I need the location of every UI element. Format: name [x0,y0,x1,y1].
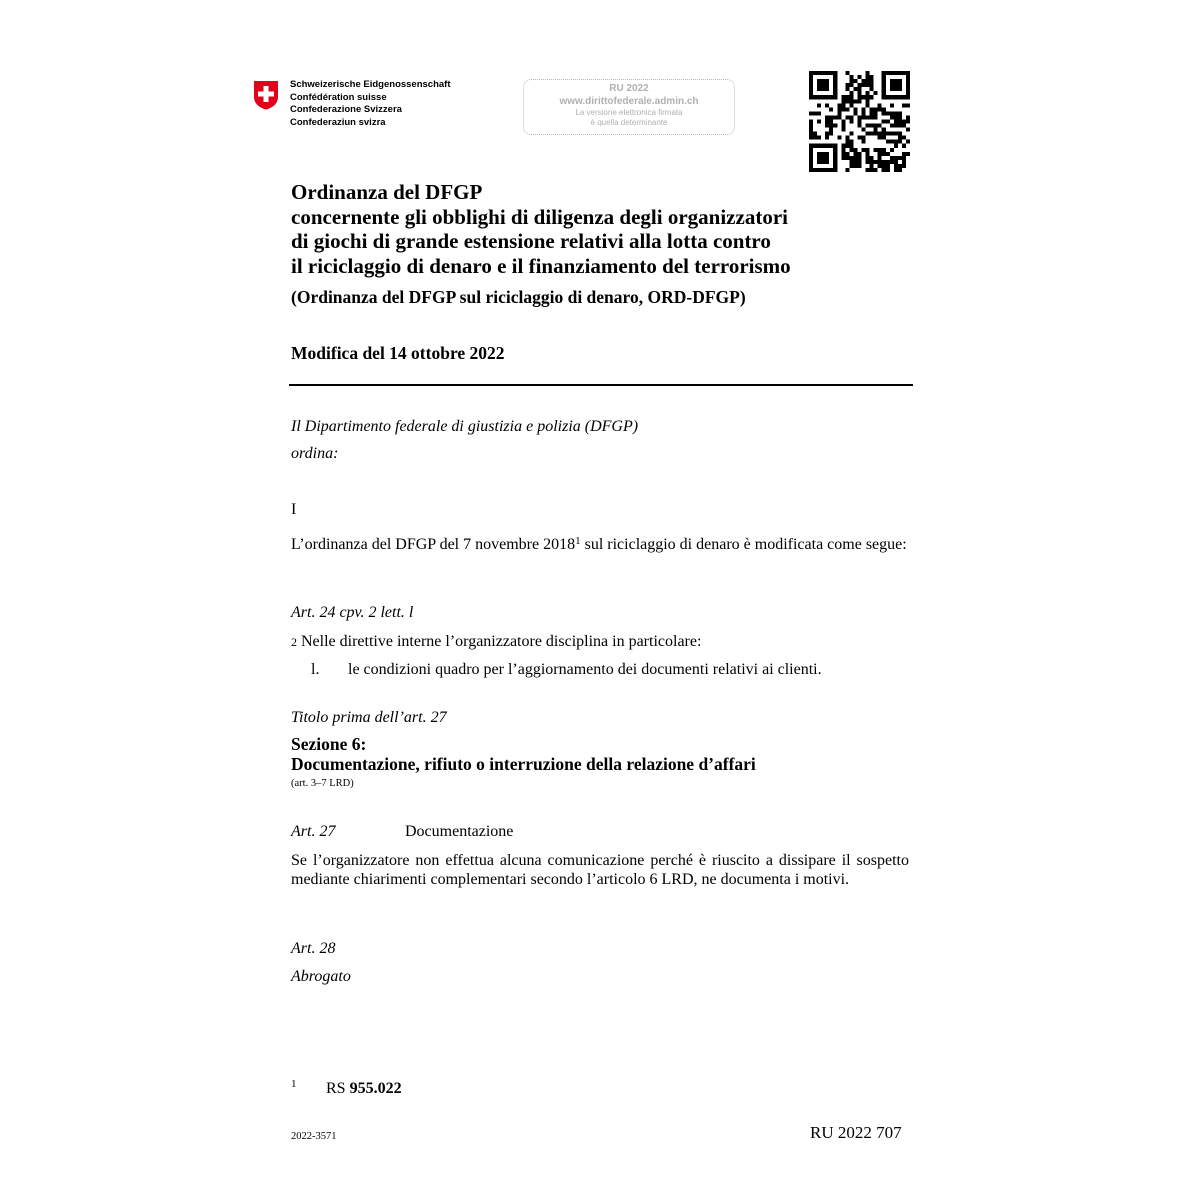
title-line: Ordinanza del DFGP [291,180,483,204]
section-6-title: Documentazione, rifiuto o interruzione della relazione d’affari [291,754,756,774]
document-title [291,180,791,278]
title-line: il riciclaggio di denaro e il finanziamento del terrorismo [291,253,791,278]
section-intro [291,535,909,554]
confederation-names [290,79,451,129]
footnote-ref: 955.022 [349,1080,402,1097]
art24-heading: Art. 24 cpv. 2 lett. l [291,604,414,621]
confederation-name-rm: Confederaziun svizra [290,116,386,128]
footnote-text [326,1079,402,1098]
official-compilation-ref: RU 2022 707 [810,1123,902,1142]
list-item-letter: l. [311,661,320,678]
amendment-date: Modifica del 14 ottobre 2022 [291,343,505,363]
section-6-heading [291,734,756,774]
footnote-reference[interactable]: 1 [575,535,581,547]
stamp-note-2: è quella determinante [590,118,668,127]
confederation-name-de: Schweizerische Eidgenossenschaft [290,79,451,90]
art24-paragraph [291,632,701,652]
title-divider [289,384,913,386]
qr-code-icon [809,71,910,172]
paragraph-text: Nelle direttive interne l’organizzatore disciplina in particolare: [297,633,702,650]
section-6-reference: (art. 3–7 LRD) [291,778,354,789]
intro-text-after: sul riciclaggio di denaro è modificata come segue: [580,536,907,553]
intro-text-before: L’ordinanza del DFGP del 7 novembre 2018 [291,536,576,553]
section-numeral: I [291,501,297,518]
preamble-ordina: ordina: [291,445,339,462]
preamble-authority: Il Dipartimento federale di giustizia e polizia (DFGP) [291,418,639,435]
section-6-number: Sezione 6: [291,734,367,754]
document-number: 2022-3571 [291,1131,337,1142]
titolo-heading: Titolo prima dell’art. 27 [291,709,447,726]
art28-label: Art. 28 [291,940,336,957]
paragraph-number: 2 [291,635,297,649]
confederation-name-fr: Confédération suisse [290,91,387,103]
electronic-signature-stamp [523,79,735,135]
art27-text: Se l’organizzatore non effettua alcuna comunicazione perché è riuscito a dissipare il sospetto mediante chiarimenti complementari secondo l’articolo 6 LRD, ne documenta i motivi. [291,852,909,888]
footnote-prefix: RS [326,1080,350,1097]
short-title: (Ordinanza del DFGP sul riciclaggio di denaro, ORD-DFGP) [291,287,746,307]
list-item-text: le condizioni quadro per l’aggiornamento dei documenti relativi ai clienti. [348,661,822,678]
title-line: concernente gli obblighi di diligenza degli organizzatori [291,204,788,229]
art27-title: Documentazione [405,823,514,840]
confederation-name-it: Confederazione Svizzera [290,104,402,116]
stamp-note-1: La versione elettronica firmata [575,108,683,117]
art28-text: Abrogato [291,968,351,985]
title-line: di giochi di grande estensione relativi alla lotta contro [291,229,771,253]
stamp-url: www.dirittofederale.admin.ch [559,96,699,107]
swiss-cross-icon [252,80,280,110]
art27-label: Art. 27 [291,823,336,840]
footnote-number: 1 [291,1078,297,1090]
stamp-collection: RU 2022 [609,83,649,94]
